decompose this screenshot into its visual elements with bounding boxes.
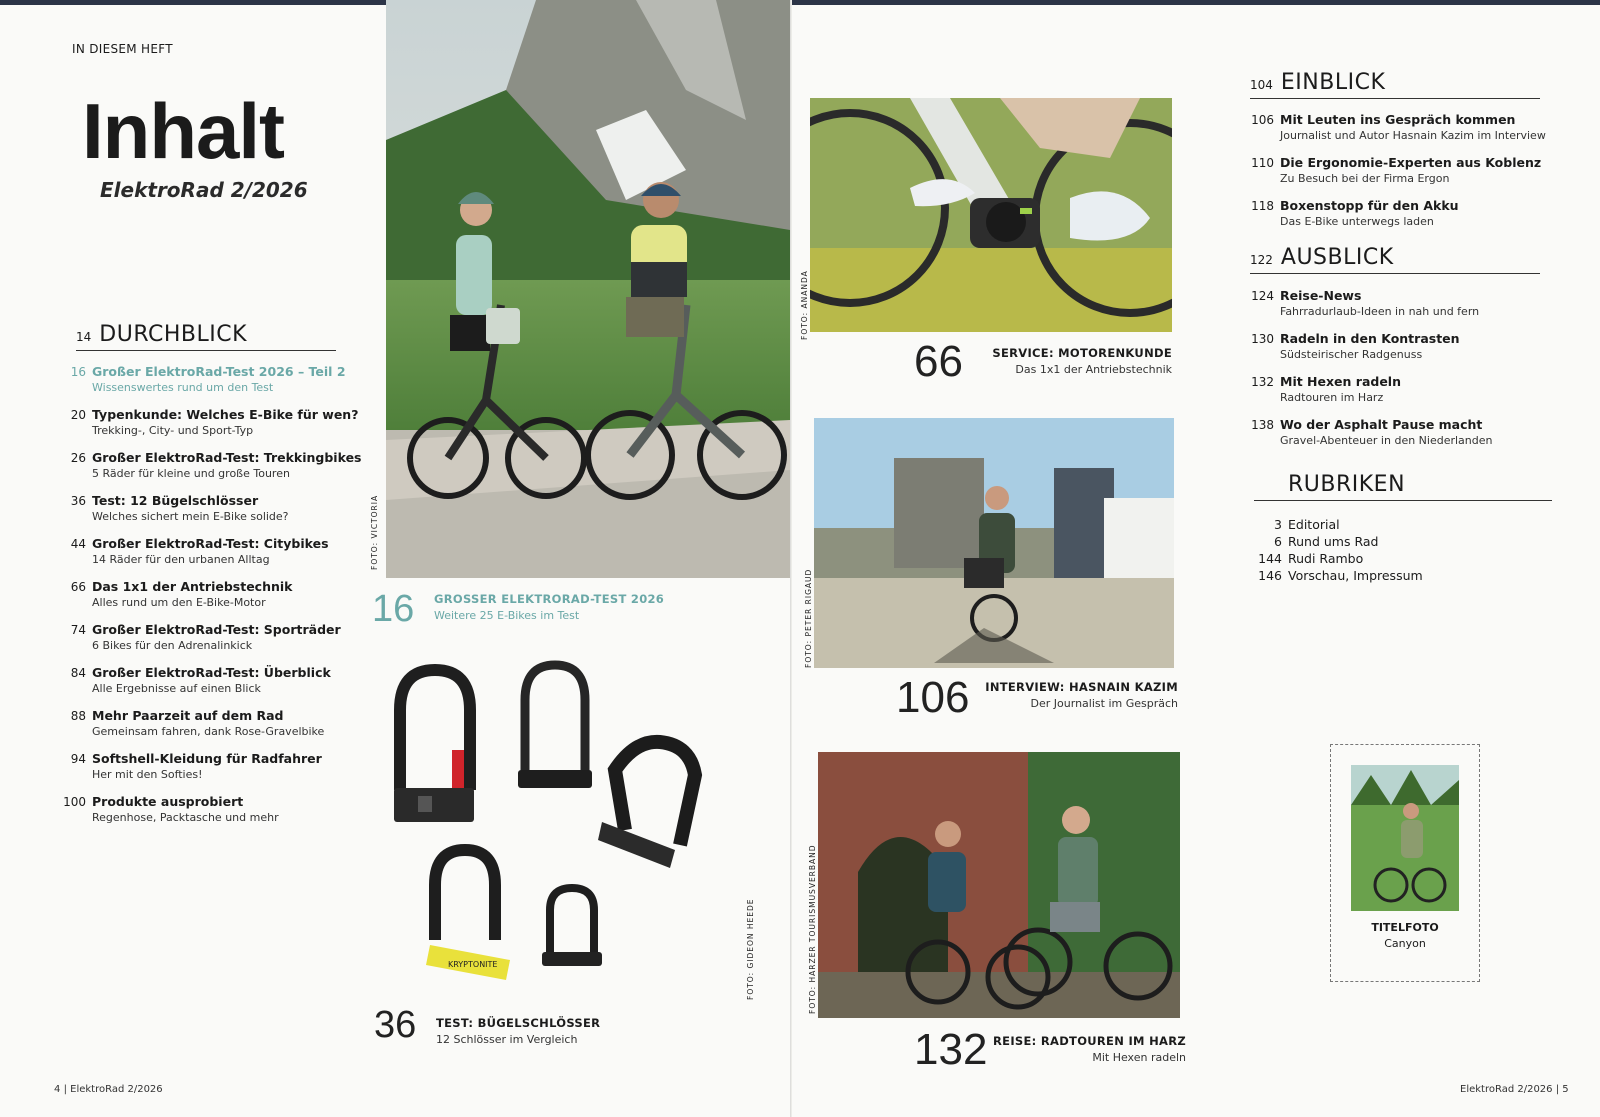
section-title: AUSBLICK	[1280, 245, 1394, 270]
toc-durchblick	[62, 364, 362, 837]
section-page: 122	[1250, 253, 1273, 267]
section-page: 104	[1250, 78, 1273, 92]
locks-photo[interactable]	[390, 660, 720, 995]
toc-item[interactable]	[1250, 331, 1550, 363]
toc-item[interactable]	[62, 708, 362, 740]
section-rubriken	[1254, 472, 1552, 501]
toc-item[interactable]	[62, 751, 362, 783]
toc-title: Mehr Paarzeit auf dem Rad	[92, 708, 284, 723]
rubrik-label: Vorschau, Impressum	[1288, 568, 1423, 583]
toc-item[interactable]	[62, 364, 362, 396]
section-header	[1250, 245, 1540, 274]
toc-item[interactable]	[1250, 288, 1550, 320]
feature-caption	[982, 346, 1172, 376]
lock-brand-label: KRYPTONITE	[448, 960, 498, 969]
feature-caption	[980, 680, 1178, 710]
toc-page: 94	[70, 752, 86, 766]
feature-caption	[990, 1034, 1186, 1064]
photo-credit: FOTO: PETER RIGAUD	[804, 568, 813, 668]
kicker: IN DIESEM HEFT	[72, 42, 173, 56]
feature-title: SERVICE: MOTORENKUNDE	[992, 346, 1172, 360]
photo-credit: FOTO: GIDEON HEEDE	[746, 898, 755, 1000]
rubriken-list	[1254, 516, 1494, 584]
left-folio: 4 | ElektroRad 2/2026	[54, 1084, 163, 1095]
rubrik-page: 146	[1258, 568, 1282, 583]
page-gutter	[790, 0, 792, 1117]
section-title: EINBLICK	[1280, 70, 1386, 95]
toc-subtitle: Regenhose, Packtasche und mehr	[92, 811, 279, 824]
toc-title: Mit Leuten ins Gespräch kommen	[1280, 112, 1516, 127]
toc-page: 16	[70, 365, 86, 379]
toc-subtitle: Gravel-Abenteuer in den Niederlanden	[1280, 434, 1493, 447]
toc-title: Großer ElektroRad-Test: Citybikes	[92, 536, 329, 551]
rubrik-page: 144	[1258, 551, 1282, 566]
rubrik-label: Rund ums Rad	[1288, 534, 1379, 549]
toc-ausblick	[1250, 288, 1550, 460]
toc-subtitle: Welches sichert mein E-Bike solide?	[92, 510, 289, 523]
toc-page: 26	[70, 451, 86, 465]
toc-title: Test: 12 Bügelschlösser	[92, 493, 259, 508]
folio-magazine: ElektroRad 2/2026	[1460, 1084, 1553, 1095]
toc-item[interactable]	[1250, 112, 1550, 144]
feature-subtitle: Das 1x1 der Antriebstechnik	[1015, 363, 1172, 376]
feature-title: GROSSER ELEKTRORAD-TEST 2026	[434, 592, 665, 606]
feature-caption	[434, 592, 664, 622]
right-folio: ElektroRad 2/2026 | 5	[1460, 1084, 1569, 1095]
hero-photo-cyclists[interactable]	[386, 0, 790, 578]
rubrik-label: Editorial	[1288, 517, 1340, 532]
feature-page-number: 16	[372, 588, 415, 630]
toc-item[interactable]	[1250, 417, 1550, 449]
cover-photo-box[interactable]	[1330, 744, 1480, 982]
toc-subtitle: Das E-Bike unterwegs laden	[1280, 215, 1434, 228]
feature-title: TEST: BÜGELSCHLÖSSER	[436, 1016, 601, 1030]
toc-page: 66	[70, 580, 86, 594]
toc-item[interactable]	[62, 794, 362, 826]
section-header	[1254, 472, 1552, 501]
section-title: DURCHBLICK	[99, 322, 248, 347]
top-edge	[0, 0, 1600, 5]
toc-page: 118	[1251, 199, 1274, 213]
toc-subtitle: Journalist und Autor Hasnain Kazim im Interview	[1280, 129, 1546, 142]
toc-subtitle: Alle Ergebnisse auf einen Blick	[92, 682, 261, 695]
toc-item[interactable]	[62, 407, 362, 439]
folio-magazine: ElektroRad 2/2026	[70, 1084, 163, 1095]
feature-subtitle: Mit Hexen radeln	[1092, 1051, 1186, 1064]
toc-title: Das 1x1 der Antriebstechnik	[92, 579, 293, 594]
photo-credit: FOTO: VICTORIA	[370, 494, 379, 570]
toc-page: 84	[70, 666, 86, 680]
section-page: 14	[76, 330, 92, 344]
toc-subtitle: 6 Bikes für den Adrenalinkick	[92, 639, 253, 652]
feature-subtitle: Weitere 25 E-Bikes im Test	[434, 609, 580, 622]
toc-page: 106	[1251, 113, 1274, 127]
toc-page: 36	[70, 494, 86, 508]
toc-item[interactable]	[1250, 198, 1550, 230]
toc-item[interactable]	[62, 493, 362, 525]
harz-photo[interactable]	[818, 752, 1180, 1018]
toc-title: Softshell-Kleidung für Radfahrer	[92, 751, 322, 766]
interview-photo[interactable]	[814, 418, 1174, 668]
rubrik-page: 3	[1274, 517, 1282, 532]
motor-photo[interactable]	[810, 98, 1172, 332]
toc-subtitle: Zu Besuch bei der Firma Ergon	[1280, 172, 1450, 185]
toc-subtitle: Trekking-, City- und Sport-Typ	[92, 424, 254, 437]
toc-page: 44	[70, 537, 86, 551]
section-ausblick	[1250, 245, 1540, 274]
toc-page: 124	[1251, 289, 1274, 303]
toc-page: 74	[70, 623, 86, 637]
toc-item[interactable]	[62, 536, 362, 568]
toc-subtitle: 14 Räder für den urbanen Alltag	[92, 553, 270, 566]
section-header	[76, 322, 336, 351]
toc-subtitle: Alles rund um den E-Bike-Motor	[92, 596, 266, 609]
feature-page-number: 106	[896, 673, 970, 722]
toc-item[interactable]	[1250, 155, 1550, 187]
toc-page: 100	[63, 795, 86, 809]
toc-item[interactable]	[1250, 374, 1550, 406]
folio-page: 4	[54, 1084, 61, 1095]
section-title: RUBRIKEN	[1288, 472, 1406, 497]
folio-page: 5	[1562, 1084, 1569, 1095]
toc-title: Wo der Asphalt Pause macht	[1280, 417, 1483, 432]
toc-title: Großer ElektroRad-Test: Überblick	[92, 665, 331, 680]
toc-page: 130	[1251, 332, 1274, 346]
feature-caption	[436, 1016, 600, 1046]
toc-subtitle: Radtouren im Harz	[1280, 391, 1384, 404]
toc-item[interactable]	[62, 579, 362, 611]
page-title: Inhalt	[82, 87, 284, 175]
section-header	[1250, 70, 1540, 99]
rubrik-page: 6	[1274, 534, 1282, 549]
toc-subtitle: Fahrradurlaub-Ideen in nah und fern	[1280, 305, 1480, 318]
toc-title: Typenkunde: Welches E-Bike für wen?	[92, 407, 359, 422]
toc-item[interactable]	[62, 622, 362, 654]
feature-page-number: 132	[914, 1025, 988, 1074]
section-durchblick	[76, 322, 336, 351]
toc-page: 132	[1251, 375, 1274, 389]
toc-title: Die Ergonomie-Experten aus Koblenz	[1280, 155, 1542, 170]
feature-subtitle: 12 Schlösser im Vergleich	[436, 1033, 578, 1046]
toc-item[interactable]	[62, 450, 362, 482]
toc-subtitle: Südsteirischer Radgenuss	[1280, 348, 1423, 361]
toc-page: 138	[1251, 418, 1274, 432]
rubrik-item[interactable]	[1254, 567, 1494, 584]
section-einblick	[1250, 70, 1540, 99]
toc-title: Großer ElektroRad-Test 2026 – Teil 2	[92, 364, 346, 379]
photo-credit: FOTO: ANANDA	[800, 270, 809, 340]
toc-title: Radeln in den Kontrasten	[1280, 331, 1460, 346]
toc-item[interactable]	[62, 665, 362, 697]
toc-subtitle: Her mit den Softies!	[92, 768, 203, 781]
rubrik-label: Rudi Rambo	[1288, 551, 1364, 566]
rubrik-item[interactable]	[1254, 550, 1494, 567]
feature-title: INTERVIEW: HASNAIN KAZIM	[985, 680, 1178, 694]
toc-title: Großer ElektroRad-Test: Trekkingbikes	[92, 450, 362, 465]
toc-page: 20	[70, 408, 86, 422]
toc-title: Mit Hexen radeln	[1280, 374, 1401, 389]
feature-title: REISE: RADTOUREN IM HARZ	[993, 1034, 1186, 1048]
toc-page: 110	[1251, 156, 1274, 170]
toc-page: 88	[70, 709, 86, 723]
feature-page-number: 36	[374, 1004, 417, 1046]
toc-subtitle: Gemeinsam fahren, dank Rose-Gravelbike	[92, 725, 325, 738]
photo-credit: FOTO: HARZER TOURISMUSVERBAND	[808, 844, 817, 1014]
cover-credit: Canyon	[1384, 937, 1426, 950]
rubrik-item[interactable]	[1254, 533, 1494, 550]
toc-subtitle: Wissenswertes rund um den Test	[92, 381, 274, 394]
cover-thumbnail	[1351, 765, 1459, 911]
rubrik-item[interactable]	[1254, 516, 1494, 533]
issue-label: ElektroRad 2/2026	[100, 178, 308, 202]
toc-title: Produkte ausprobiert	[92, 794, 244, 809]
toc-einblick	[1250, 112, 1550, 241]
feature-page-number: 66	[914, 337, 963, 386]
toc-subtitle: 5 Räder für kleine und große Touren	[92, 467, 290, 480]
toc-title: Großer ElektroRad-Test: Sporträder	[92, 622, 341, 637]
toc-title: Boxenstopp für den Akku	[1280, 198, 1459, 213]
cover-label: TITELFOTO	[1371, 921, 1439, 934]
toc-title: Reise-News	[1280, 288, 1362, 303]
feature-subtitle: Der Journalist im Gespräch	[1030, 697, 1178, 710]
